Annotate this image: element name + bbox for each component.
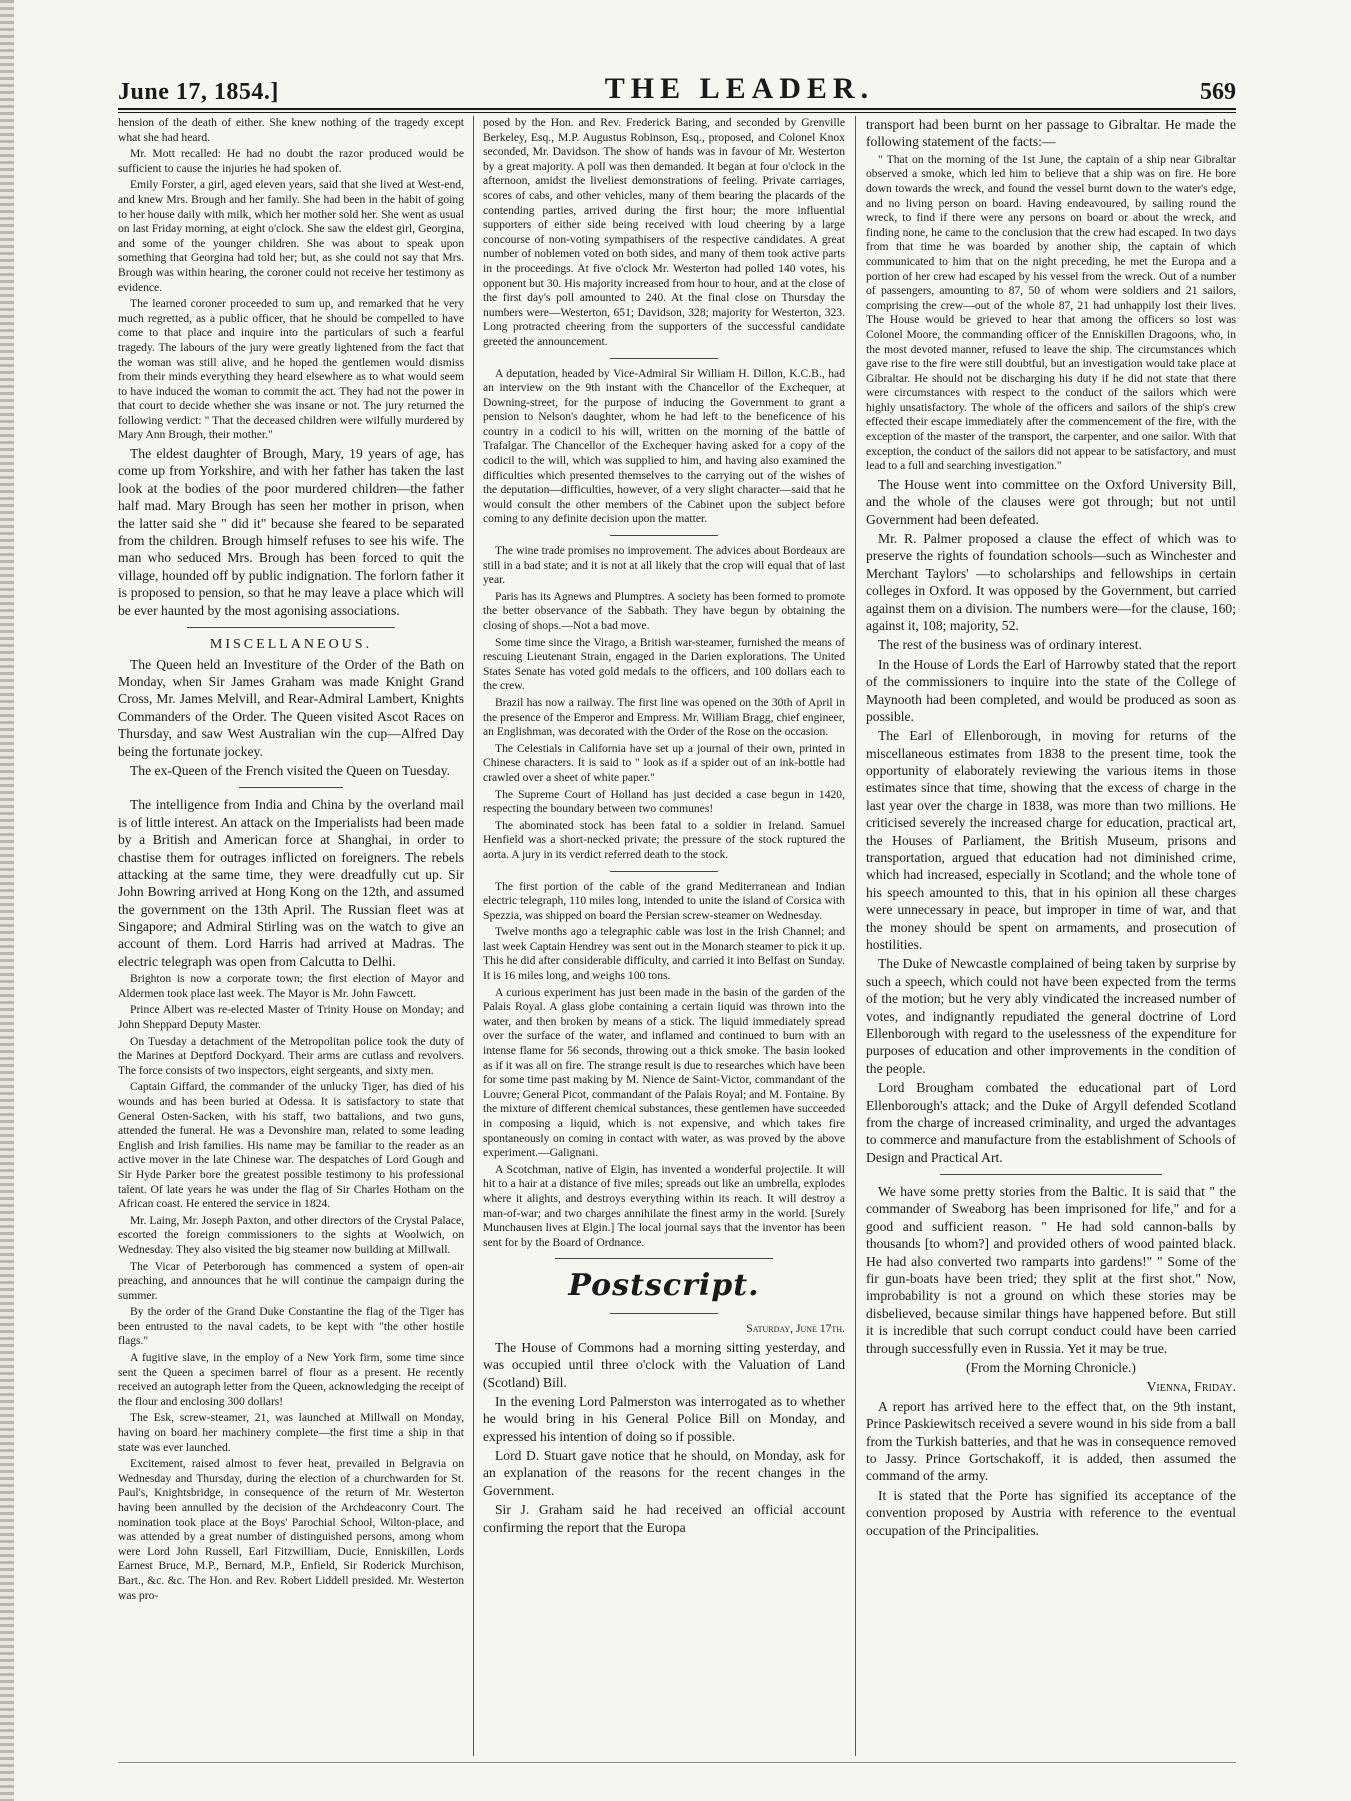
paragraph: The first portion of the cable of the grand Mediterranean and Indian electric telegraph, 110 miles long, intended to unite the island of Corsica with Spezzia, was shipped on board the Persian screw-steamer on Wednesday. (483, 879, 845, 922)
column-3 (866, 116, 1236, 1756)
paragraph: Mr. R. Palmer proposed a clause the effect of which was to preserve the rights of foundation schools—such as Winchester and Merchant Taylors' —to scholarships and fellowships in certain colleges in Oxford. It was opposed by the Government, but carried against them on a division. The numbers were—for the clause, 160; against it, 108; majority, 52. (866, 531, 1236, 633)
paragraph: The Esk, screw-steamer, 21, was launched at Millwall on Monday, having on board her machinery complete—the first time a ship in that state was ever launched. (118, 1411, 464, 1454)
paragraph: We have some pretty stories from the Baltic. It is said that " the commander of Sweaborg has been imprisoned for life," and for a good and sufficient reason. " He had sold cannon-balls by thousands [to whom?] and provided others of wood painted black. He had also converted two ramparts into gardens!" " Some of the fir gun-boats have been tried; they split at the first shot." Now, improbability is not a ground on which these stories may be disbelieved, because similar things have happened before. But still it is incredible that such corrupt conduct could have been carried through successfully even in Russia. Yet it may be true. (866, 1184, 1236, 1356)
source-attribution: (From the Morning Chronicle.) (966, 1359, 1136, 1375)
separator (610, 1313, 719, 1314)
paragraph: posed by the Hon. and Rev. Frederick Baring, and seconded by Grenville Berkeley, Esq., M.P. Augustus Robinson, Esq., proposed, and Colonel Knox seconded, Mr. Davidson. The show of hands was in favour of Mr. Westerton by a great majority. A poll was then demanded. It began at four o'clock in the afternoon, amidst the liveliest demonstrations of feeling. Private carriages, scores of cabs, and other vehicles, many of them bearing the placards of the contending parties, arrived during the first hour; the more influential supporters of either side being received with loud cheering by a large concourse of non-voting sympathisers of the respective candidates. A great number of noblemen voted on both sides, and many of them took active parts in the proceedings. At five o'clock Mr. Westerton had polled 140 votes, his opponent but 30. His majority increased from hour to hour, and at the close of the first day's poll amounted to 240. At the final close on Thursday the numbers were—Westerton, 651; Davidson, 328; majority for Westerton, 323. Long protracted cheering from the supporters of the successful candidate greeted the announcement. (483, 116, 845, 348)
paragraph: A fugitive slave, in the employ of a New York firm, some time since sent the Queen a specimen barrel of flour as a present. He recently received an autograph letter from the Queen, acknowledging the receipt of the flour and enclosing 300 dollars! (118, 1351, 464, 1408)
section-separator (187, 627, 395, 628)
quoted-statement: " That on the morning of the 1st June, the captain of a ship near Gibraltar observed a smoke, which led him to believe that a ship was on fire. He bore down towards the wreck, and found the vessel burnt down to the water's edge, and no living person on board. Having endeavoured, by sailing round the wreck, to find if there were any persons on board or about the wreck, and finding none, he came to the conclusion that the crew had escaped. In two days from that time he was boarded by another ship, the captain of which communicated to him that on the night preceding, he met the Europa and a portion of her crew had escaped by his vessel from the wreck. Out of a number of passengers, amounting to 87, 50 of whom were soldiers and 21 sailors, comprising the crew—out of the whole 87, 21 had unhappily lost their lives. The House would be grieved to hear that among the officers so lost was Colonel Moore, the commanding officer of the Enniskillen Dragoons, who, in the most devoted manner, refused to leave the ship. The circumstances which gave rise to the fire were still doubtful, but an investigation would take place at Gibraltar. He should not be discharging his duty if he did not state that there were circumstances with respect to the conduct of the sailors which were highly unsatisfactory. The whole of the officers and sailors of the ship's crew effected their escape immediately after the commencement of the fire, with the exception of the master of the transport, the carpenter, and one sailor. With that exception, the conduct of the sailors did not appear to be satisfactory, and must lead to a full and searching investigation." (866, 152, 1236, 473)
paragraph: Captain Giffard, the commander of the unlucky Tiger, has died of his wounds and has been buried at Odessa. It is satisfactory to state that General Osten-Sacken, with his staff, two battalions, and two guns, attended the funeral. He was a Devonshire man, related to some leading English and Irish families. His name may be familiar to the reader as an active mover in the late Chinese war. The despatches of Lord Gough and Sir Hyde Parker bore the greatest possible testimony to his professional talent. Of late years he was under the flag of Sir Charles Hotham on the African coast. He entered the service in 1824. (118, 1080, 464, 1211)
paragraph: By the order of the Grand Duke Constantine the flag of the Tiger has been entrusted to the naval cadets, to be kept with "the other hostile flags." (118, 1305, 464, 1348)
paragraph: A Scotchman, native of Elgin, has invented a wonderful projectile. It will hit to a hair at a distance of five miles; spreads out like an umbrella, explodes where it alights, and destroys everything within its reach. It will destroy a man-of-war; and two charges annihilate the finest army in the world. [Surely Munchausen lives at Elgin.] The local journal says that the inventor has been sent for by the Board of Ordnance. (483, 1162, 845, 1249)
separator (610, 871, 719, 872)
paragraph: Paris has its Agnews and Plumptres. A society has been formed to promote the better observance of the Sabbath. They have begun by obtaining the closing of shops.—Not a bad move. (483, 589, 845, 632)
paragraph: The Supreme Court of Holland has just decided a case begun in 1420, respecting the boundary between two communes! (483, 787, 845, 816)
postscript-dateline: Saturday, June 17th. (746, 1322, 845, 1336)
paragraph: The Celestials in California have set up a journal of their own, printed in Chinese characters. It is said to " look as if a spider out of an ink-bottle had crawled over a sheet of white paper." (483, 741, 845, 784)
page-footer-rule (118, 1762, 1236, 1763)
paragraph: On Tuesday a detachment of the Metropolitan police took the duty of the Marines at Deptford Dockyard. Their arms are cutlass and revolvers. The force consists of two inspectors, eight sergeants, and sixty men. (118, 1034, 464, 1077)
paragraph: The House went into committee on the Oxford University Bill, and the whole of the clauses were got through; but not until Government had been defeated. (866, 476, 1236, 527)
paragraph: Brighton is now a corporate town; the first election of Mayor and Aldermen took place last week. The Mayor is Mr. John Fawcett. (118, 972, 464, 1000)
paragraph: The Earl of Ellenborough, in moving for returns of the miscellaneous estimates from 1838 to the present time, took the opportunity of elaborately reviewing the various items in those estimates since that time, showing that the excess of charge in the last year over the charge in 1838, was more than two millions. He criticised severely the increased charge for education, practical art, the Houses of Parliament, the British Museum, prisons and transportation, argued that education had not diminished crime, which had increased, especially in Scotland; and the whole tone of his speech amounted to this, that in his opinion all these charges were unnecessary in peace, but improper in time of war, and that the money should be spent on armaments, and prosecution of hostilities. (866, 728, 1236, 952)
paragraph: The wine trade promises no improvement. The advices about Bordeaux are still in a bad state; and it is not at all likely that the crop will equal that of last year. (483, 544, 845, 587)
paragraph: Mr. Laing, Mr. Joseph Paxton, and other directors of the Crystal Palace, escorted the foreign commissioners to the sights at Woolwich, on Wednesday. They also visited the big steamer now building at Millwall. (118, 1213, 464, 1256)
paragraph: The abominated stock has been fatal to a soldier in Ireland. Samuel Henfield was a short-necked private; the pressure of the stock ruptured the aorta. A jury in its verdict referred death to the stock. (483, 818, 845, 861)
paragraph: Prince Albert was re-elected Master of Trinity House on Monday; and John Sheppard Deputy Master. (118, 1003, 464, 1032)
separator (610, 358, 719, 359)
paragraph: Excitement, raised almost to fever heat, prevailed in Belgravia on Wednesday and Thursday, during the election of a churchwarden for St. Paul's, Knightsbridge, in consequence of the return of Mr. Westerton having been annulled by the decision of the Archdeaconry Court. The nomination took place at the Boys' Parochial School, Wilton-place, and was attended by a great number of distinguished persons, among whom were Lord John Russell, Earl Fitzwilliam, Ducie, Enniskillen, Lords Earnest Bruce, M.P., Bernard, M.P., Enfield, Sir Roderick Murchison, Bart., &c. &c. The Hon. and Rev. Robert Liddell presided. Mr. Westerton was pro- (118, 1457, 464, 1602)
section-separator (940, 1174, 1162, 1175)
separator (239, 787, 343, 788)
paragraph: Lord Brougham combated the educational part of Lord Ellenborough's attack; and the Duke of Argyll defended Scotland from the charge of increased criminality, and urged the advantages to commerce and manufacture from the establishment of Schools of Design and Practical Art. (866, 1080, 1236, 1165)
page-number: 569 (1199, 79, 1236, 105)
paragraph: Lord D. Stuart gave notice that he should, on Monday, ask for an explanation of the reasons for the recent changes in the Government. (483, 1448, 845, 1498)
paragraph: Emily Forster, a girl, aged eleven years, said that she lived at West-end, and knew Mrs. Brough and her family. She had been in the habit of going to her house daily with milk, which her mother sold her. She went as usual on last Friday morning, at eight o'clock. She saw the eldest girl, Georgina, and some of the younger children. She was about to speak upon something that Georgina had told her; but, as she could not say that Mrs. Brough was within hearing, the coroner could not receive her testimony as evidence. (118, 178, 464, 294)
paragraph: The learned coroner proceeded to sum up, and remarked that he very much regretted, as a public officer, that he should be compelled to have come to that place and inquire into the particulars of such a fearful tragedy. The labours of the jury were greatly lightened from the fact that the woman was still alive, and he hoped the gentlemen would dismiss from their minds everything they heard elsewhere as to what would seem to have induced the woman to commit the act. They had not the power in that court to decide whether she was insane or not. The jury returned the following verdict: " That the deceased children were wilfully murdered by Mary Ann Brough, their mother." (118, 297, 464, 442)
paragraph: transport had been burnt on her passage to Gibraltar. He made the following statement of the facts:— (866, 117, 1236, 150)
page-edge-binding (0, 0, 14, 1801)
column-divider (855, 116, 856, 1756)
paragraph: The Vicar of Peterborough has commenced a system of open-air preaching, and announces that he will continue the campaign during the summer. (118, 1259, 464, 1302)
masthead-title: THE LEADER. (604, 72, 875, 105)
issue-date: June 17, 1854.] (118, 79, 279, 105)
paragraph: In the evening Lord Palmerston was interrogated as to whether he would bring in his General Police Bill on Monday, and expressed his intention of doing so if possible. (483, 1393, 845, 1444)
paragraph: The rest of the business was of ordinary interest. (878, 637, 1142, 653)
paragraph: A report has arrived here to the effect that, on the 9th instant, Prince Paskiewitsch received a severe wound in his side from a ball from the Turkish batteries, and that he was in consequence removed to Jassy. Prince Gortschakoff, it is added, then assumed the command of the army. (866, 1398, 1236, 1484)
postscript-heading: Postscript. (568, 1268, 760, 1304)
paragraph: The eldest daughter of Brough, Mary, 19 years of age, has come up from Yorkshire, and with her father has taken the last look at the bodies of the poor murdered children—the father half mad. Mary Brough has seen her mother in prison, when the latter said she " did it" because she feared to be separated from the children. Brough himself refuses to see his wife. The man who seduced Mrs. Brough has been forced to quit the village, hounded off by public indignation. The forlorn father it is proposed to pension, so that he may leave a place which will be ever haunted by the most agonising associations. (118, 446, 464, 618)
paragraph: The intelligence from India and China by the overland mail is of little interest. An attack on the Imperialists had been made by a British and American force at Shanghai, in order to chastise them for outrages inflicted on foreigners. The rebels attacking at the same time, they were dreadfully cut up. Sir John Bowring arrived at Hong Kong on the 12th, and assumed the government on the 13th April. The Russian fleet was at Singapore; and Admiral Stirling was on the watch to give an account of them. Lord Harris had arrived at Madras. The electric telegraph was open from Calcutta to Delhi. (118, 797, 464, 969)
paragraph: It is stated that the Porte has signified its acceptance of the convention proposed by Austria with reference to the eventual occupation of the Principalities. (866, 1487, 1236, 1538)
paragraph: The ex-Queen of the French visited the Queen on Tuesday. (130, 762, 451, 778)
paragraph: Twelve months ago a telegraphic cable was lost in the Irish Channel; and last week Captain Hendrey was sent out in the Monarch steamer to pick it up. This he did after considerable difficulty, and carried it into Belfast on Sunday. It is 16 miles long, and weighs 100 tons. (483, 925, 845, 983)
header-rule-thin (118, 112, 1236, 113)
paragraph: In the House of Lords the Earl of Harrowby stated that the report of the commissioners to inquire into the state of the College of Maynooth had been completed, and would be produced as soon as possible. (866, 656, 1236, 724)
paragraph: Brazil has now a railway. The first line was opened on the 30th of April in the presence of the Emperor and Empress. Mr. William Bragg, chief engineer, an Englishman, was decorated with the Order of the Rose on the occasion. (483, 695, 845, 739)
separator (610, 535, 719, 536)
section-heading-miscellaneous: MISCELLANEOUS. (209, 636, 373, 652)
paragraph: The Queen held an Investiture of the Order of the Bath on Monday, when Sir James Graham was made Knight Grand Cross, Mr. James Melvill, and Rear-Admiral Lambert, Knights Commanders of the Order. The Queen visited Ascot Races on Thursday, and saw West Australian win the cup—Alfred Day being the fortunate jockey. (118, 656, 464, 759)
paragraph: Some time since the Virago, a British war-steamer, furnished the means of rescuing Lieutenant Strain, engaged in the Darien explorations. The United States Senate has voted gold medals to the officers, and 100 dollars each to the crew. (483, 635, 845, 693)
section-separator (555, 1258, 772, 1259)
header-rule (118, 108, 1236, 110)
paragraph: hension of the death of either. She knew nothing of the tragedy except what she had heard. (118, 116, 464, 144)
paragraph: The House of Commons had a morning sitting yesterday, and was occupied until three o'clock with the Valuation of Land (Scotland) Bill. (483, 1339, 845, 1390)
column-divider (473, 116, 474, 1756)
page-header (118, 72, 1236, 106)
paragraph: Sir J. Graham said he had received an official account confirming the report that the Europa (483, 1502, 845, 1535)
column-2 (483, 116, 845, 1756)
paragraph: Mr. Mott recalled: He had no doubt the razor produced would be sufficient to cause the injuries he had spoken of. (118, 147, 464, 175)
dateline-place: Vienna, Friday. (1146, 1379, 1236, 1395)
column-1 (118, 116, 464, 1756)
paragraph: A deputation, headed by Vice-Admiral Sir William H. Dillon, K.C.B., had an interview on the 9th instant with the Chancellor of the Exchequer, at Downing-street, for the purpose of inducing the Government to grant a pension to Nelson's daughter, whom he had left to the beneficence of his country in a codicil to his will, written on the morning of the battle of Trafalgar. The Chancellor of the Exchequer having asked for a copy of the codicil to the will, which was supplied to him, and having also examined the difficulties which presented themselves to the carrying out of the wishes of the deputation—difficulties, however, of a very slight character—said that he would consult the other members of the Cabinet upon the subject before coming to any definite decision upon the matter. (483, 366, 845, 526)
paragraph: The Duke of Newcastle complained of being taken by surprise by such a speech, which could not have been expected from the terms of the motion; but he very ably vindicated the increased number of votes, and indignantly repudiated the general doctrine of Lord Ellenborough with regard to the uselessness of the expenditure for purposes of education and other improvements in the condition of the people. (866, 956, 1236, 1076)
paragraph: A curious experiment has just been made in the basin of the garden of the Palais Royal. A glass globe containing a certain liquid was thrown into the water, and then broken by means of a stick. The liquid immediately spread over the surface of the water, and inflamed and continued to burn with an intense flame for 56 seconds, throwing out a thick smoke. The basin looked as if it was all on fire. The strange result is due to researches which have been for some time past making by M. Nience de Saint-Victor, commandant of the Louvre; General Picot, commandant of the Palais Royal; and M. Fontaine. By the mixture of different chemical substances, these gentlemen have succeeded in composing a liquid, which is not expensive, and which takes fire spontaneously on coming in contact with water, as was proved by the above experiment.—Galignani. (483, 985, 845, 1160)
